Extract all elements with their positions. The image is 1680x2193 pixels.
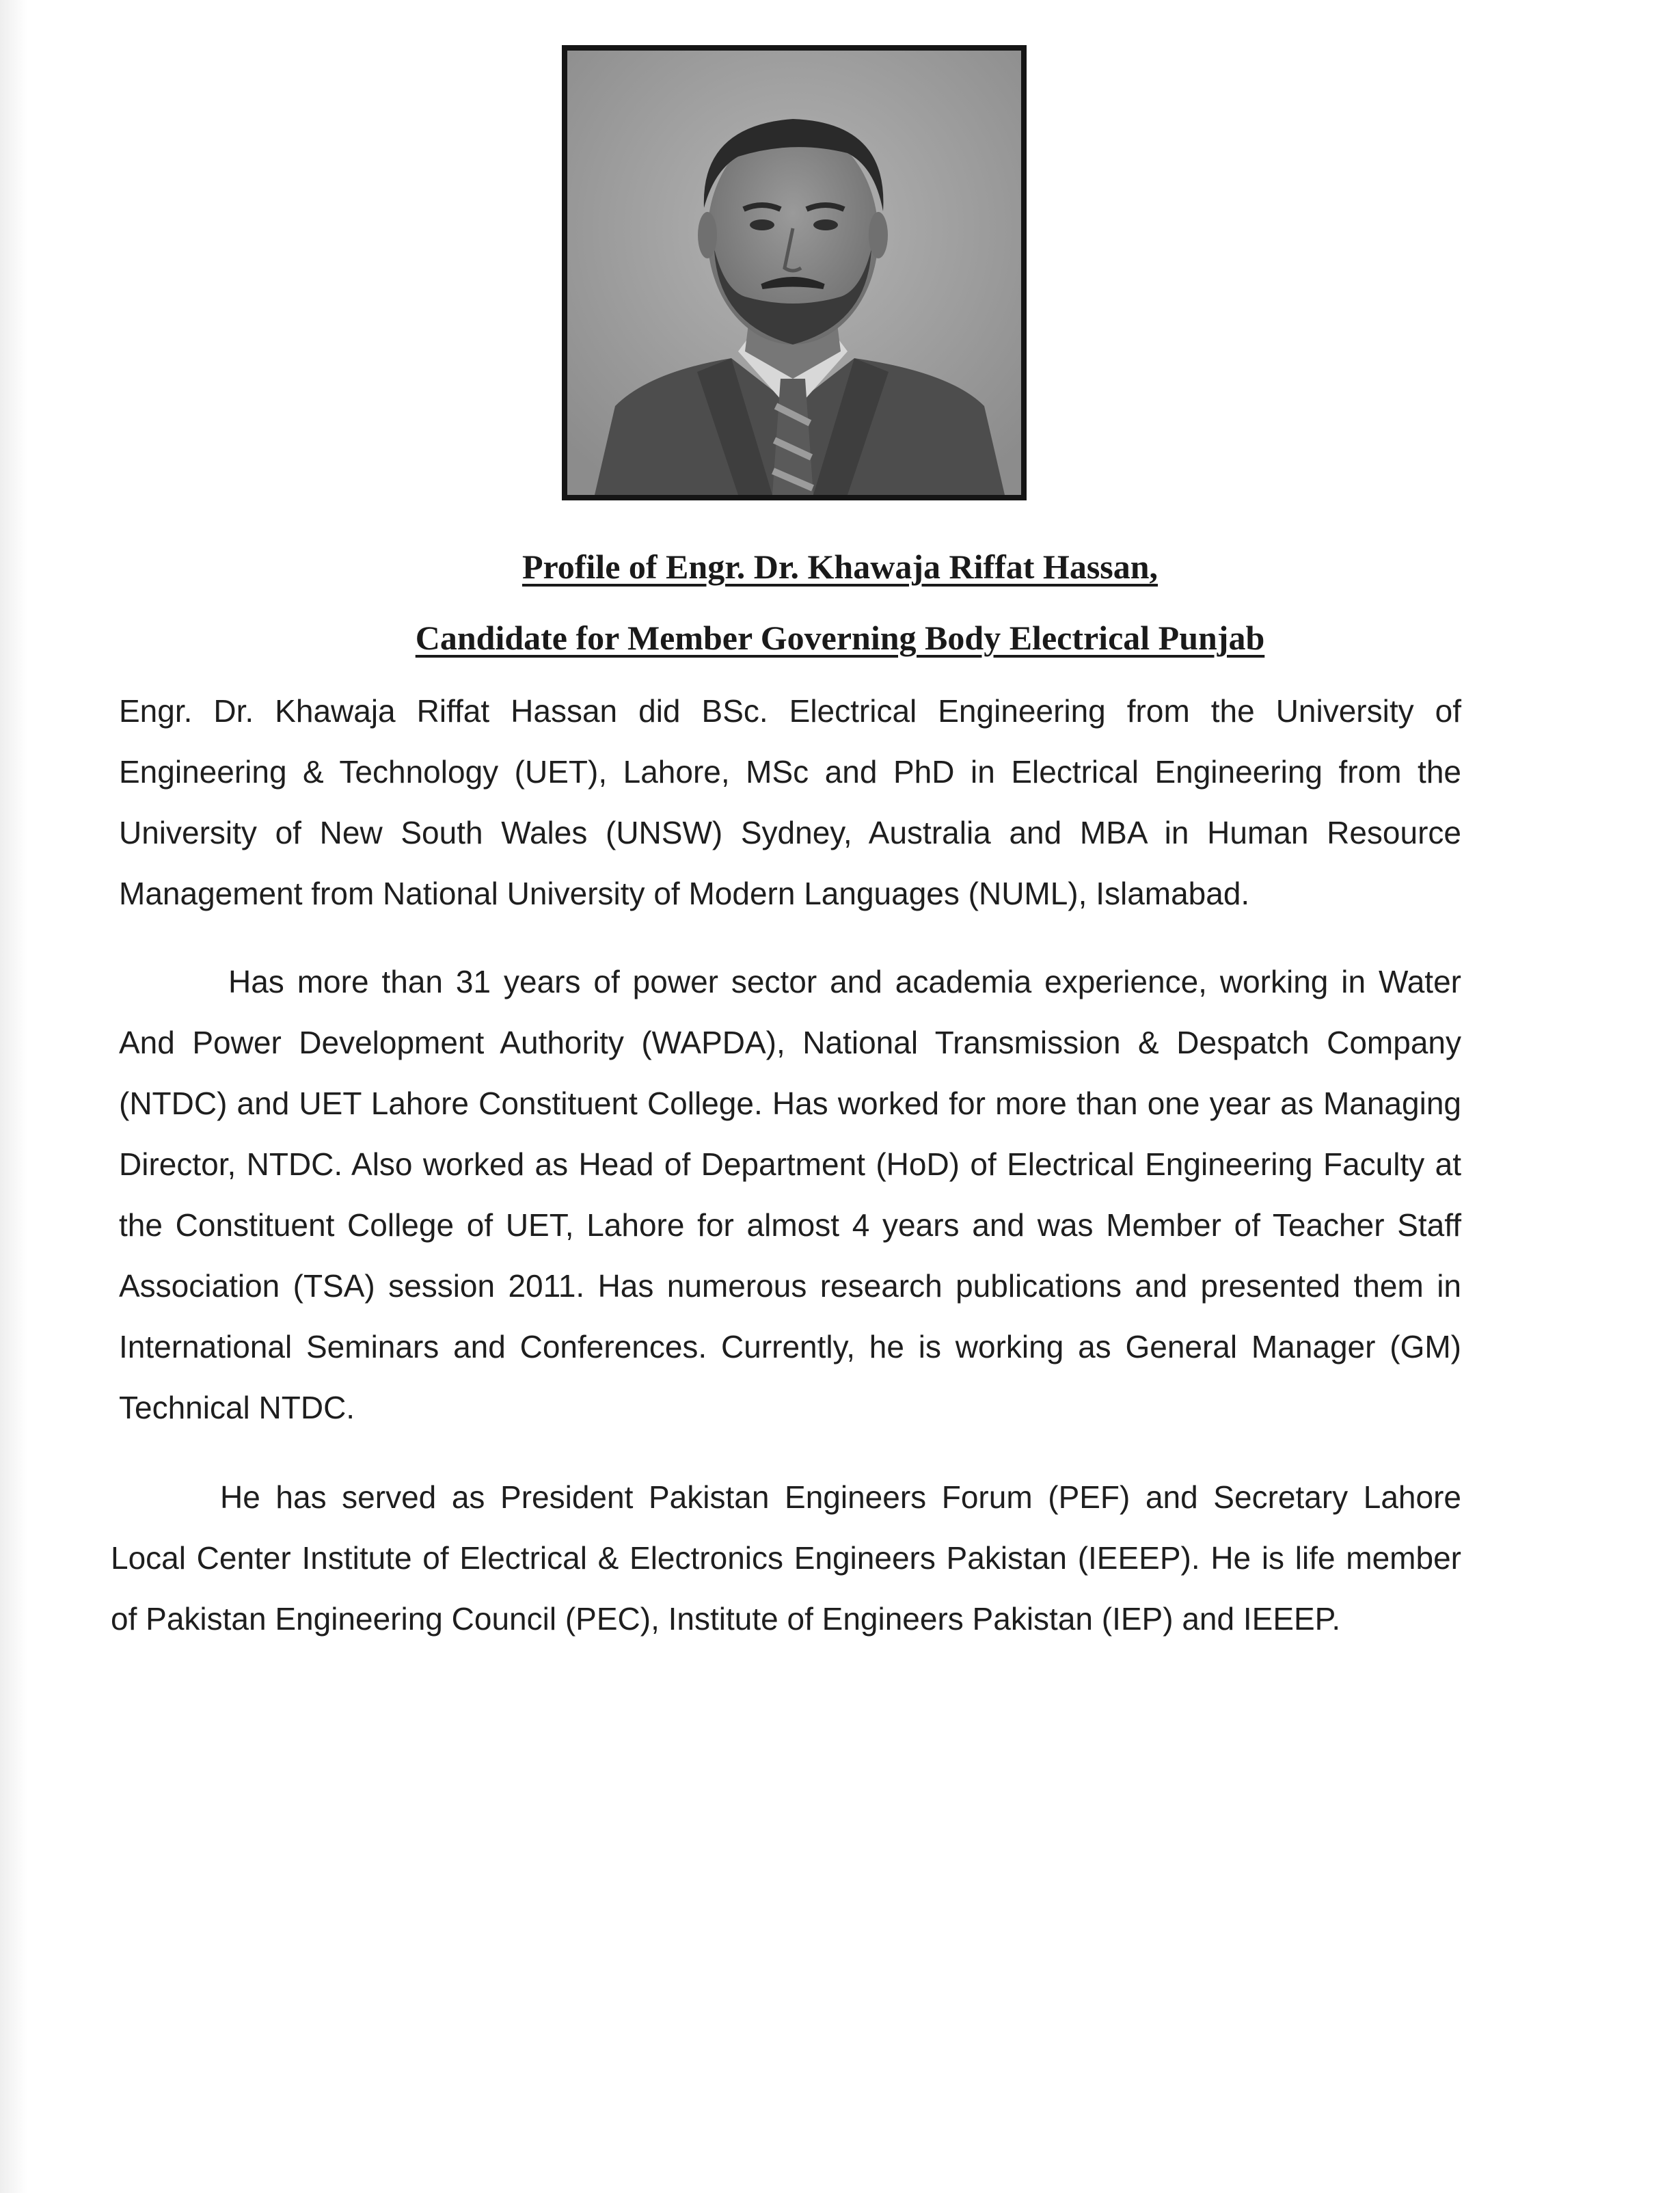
candidate-subtitle: Candidate for Member Governing Body Electrical Punjab xyxy=(415,619,1265,657)
profile-photo xyxy=(562,45,1027,500)
profile-title: Profile of Engr. Dr. Khawaja Riffat Hassan, xyxy=(521,548,1159,586)
memberships-paragraph: He has served as President Pakistan Engineers Forum (PEF) and Secretary Lahore Local Center Institute of Electrical & Electronics Engineers Pakistan (IEEEP). He is life member of Pakistan Engineering Council (PEC), Institute of Engineers Pakistan (IEP) and IEEEP. xyxy=(111,1479,1461,1637)
education-paragraph: Engr. Dr. Khawaja Riffat Hassan did BSc. Electrical Engineering from the University of Engineering & Technology (UET), Lahore, MSc and PhD in Electrical Engineering from the University of New South Wales (UNSW) Sydney, Australia and MBA in Human Resource Management from National University of Modern Languages (NUML), Islamabad. xyxy=(119,693,1461,911)
experience-paragraph: Has more than 31 years of power sector and academia experience, working in Water And Power Development Authority (WAPDA), National Transmission & Despatch Company (NTDC) and UET Lahore Constituent College. Has worked for more than one year as Managing Director, NTDC. Also worked as Head of Department (HoD) of Electrical Engineering Faculty at the Constituent College of UET, Lahore for almost 4 years and was Member of Teacher Staff Association (TSA) session 2011. Has numerous research publications and presented them in International Seminars and Conferences. Currently, he is working as General Manager (GM) Technical NTDC. xyxy=(119,964,1461,1425)
